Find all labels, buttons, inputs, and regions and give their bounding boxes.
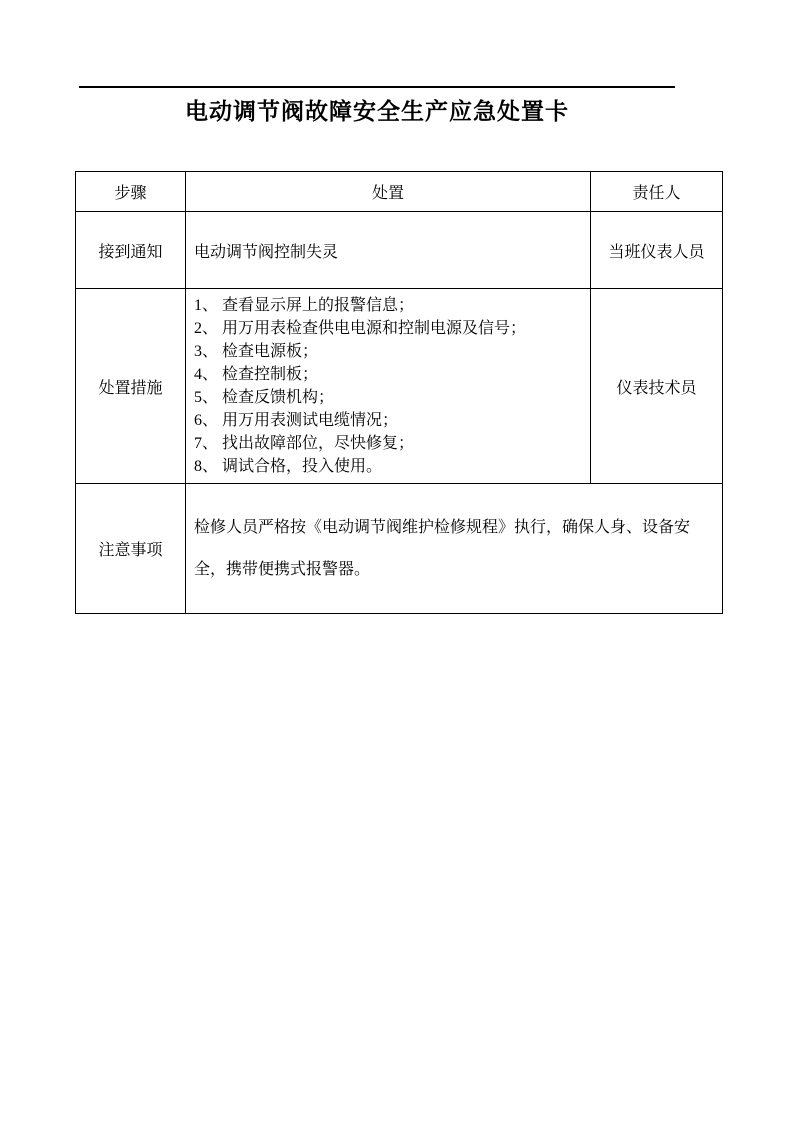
owner-cell: 仪表技术员 xyxy=(591,289,723,484)
action-list-item: 8、 调试合格，投入使用。 xyxy=(194,458,383,475)
owner-cell: 当班仪表人员 xyxy=(591,212,723,289)
step-cell: 接到通知 xyxy=(76,212,186,289)
table-header-row xyxy=(76,172,723,212)
header-rule xyxy=(79,86,675,88)
step-cell: 处置措施 xyxy=(76,289,186,484)
action-list-item: 2、 用万用表检查供电电源和控制电源及信号； xyxy=(194,320,527,337)
action-cell: 电动调节阀控制失灵 xyxy=(186,212,591,289)
action-list-item: 5、 检查反馈机构； xyxy=(194,389,335,406)
action-list-item: 4、 检查控制板； xyxy=(194,366,319,383)
action-list-item: 6、 用万用表测试电缆情况； xyxy=(194,412,399,429)
emergency-card-table xyxy=(75,171,723,614)
column-header-step: 步骤 xyxy=(76,172,186,212)
table-row xyxy=(76,289,723,484)
note-cell: 检修人员严格按《电动调节阀维护检修规程》执行，确保人身、设备安全，携带便携式报警器。 xyxy=(186,484,723,614)
action-list-item: 7、 找出故障部位，尽快修复； xyxy=(194,435,415,452)
action-list-item: 1、 查看显示屏上的报警信息； xyxy=(194,297,415,314)
table-row xyxy=(76,212,723,289)
page-title: 电动调节阀故障安全生产应急处置卡 xyxy=(185,99,569,124)
action-list-item: 3、 检查电源板； xyxy=(194,343,319,360)
action-cell xyxy=(186,289,591,484)
column-header-action: 处置 xyxy=(186,172,591,212)
step-cell: 注意事项 xyxy=(76,484,186,614)
column-header-owner: 责任人 xyxy=(591,172,723,212)
table-row xyxy=(76,484,723,614)
